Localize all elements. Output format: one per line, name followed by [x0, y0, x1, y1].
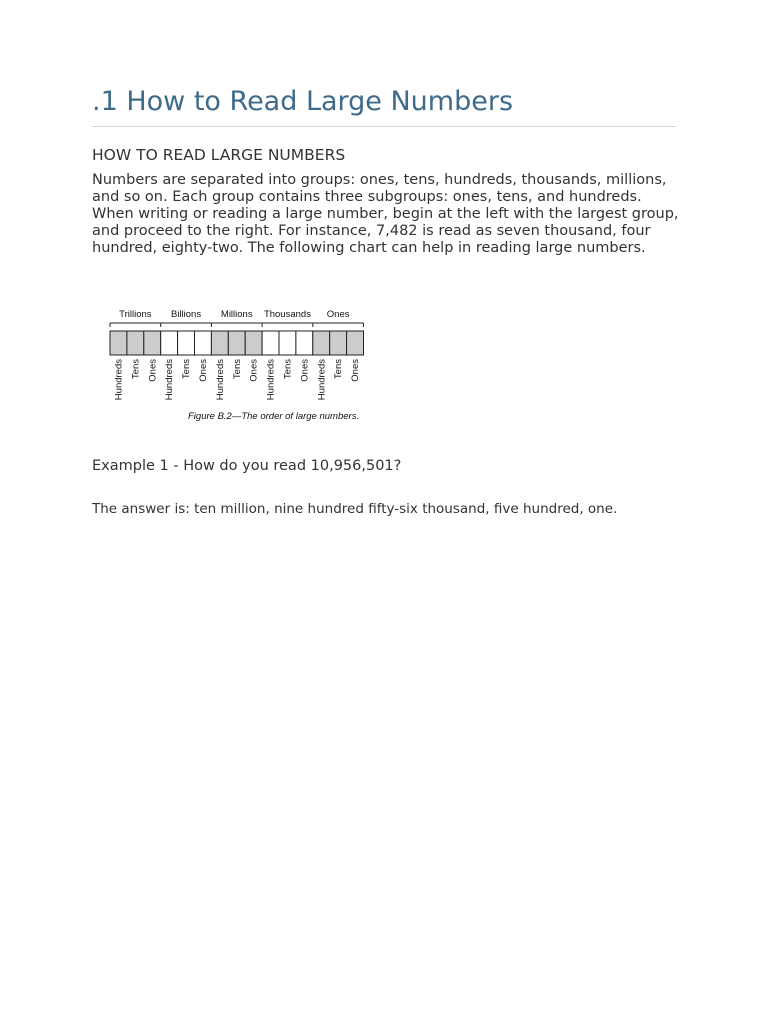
place-cell — [110, 331, 127, 355]
place-label: Tens — [130, 359, 142, 380]
intro-paragraph: Numbers are separated into groups: ones, tens, hundreds, thousands, millions, and so on. Each group contains three subgroups: ones, tens, and hundreds. When writing or reading a large number, begin at the left with the largest group, and proceed to the right. For instance, 7,482 is read as seven thousand, four hundred, eighty-two. The following chart can help in reading large numbers. — [92, 172, 679, 256]
place-cell — [245, 331, 262, 355]
place-cell — [211, 331, 228, 355]
place-label: Hundreds — [113, 359, 125, 401]
group-label: Thousands — [263, 309, 311, 320]
place-label: Hundreds — [164, 359, 176, 401]
group-label: Millions — [220, 309, 253, 320]
place-cell — [330, 331, 347, 355]
place-label: Hundreds — [265, 359, 277, 401]
place-cell — [296, 331, 313, 355]
group-label: Trillions — [119, 309, 152, 320]
section-heading: HOW TO READ LARGE NUMBERS — [92, 146, 346, 164]
place-label: Ones — [299, 359, 311, 382]
place-label: Tens — [231, 359, 243, 380]
place-label: Tens — [282, 359, 294, 380]
place-cell — [195, 331, 212, 355]
place-cell — [144, 331, 161, 355]
place-label: Tens — [181, 359, 193, 380]
place-cell — [178, 331, 195, 355]
place-label: Hundreds — [214, 359, 226, 401]
example-heading: Example 1 - How do you read 10,956,501? — [92, 458, 402, 474]
place-value-diagram — [102, 302, 392, 432]
page-title: .1 How to Read Large Numbers — [92, 86, 514, 117]
place-label: Ones — [147, 359, 159, 382]
place-label: Tens — [333, 359, 345, 380]
place-cell — [313, 331, 330, 355]
group-label: Billions — [170, 309, 202, 320]
place-cell — [279, 331, 296, 355]
figure-caption: Figure B.2—The order of large numbers. — [188, 411, 360, 422]
title-divider — [92, 126, 676, 127]
place-label: Ones — [248, 359, 260, 382]
place-cell — [161, 331, 178, 355]
place-label: Ones — [350, 359, 362, 382]
place-cell — [262, 331, 279, 355]
place-value-figure — [102, 302, 392, 432]
place-cell — [127, 331, 144, 355]
place-label: Ones — [197, 359, 209, 382]
answer-text: The answer is: ten million, nine hundred fifty-six thousand, five hundred, one. — [92, 501, 618, 517]
place-label: Hundreds — [316, 359, 328, 401]
place-cell — [347, 331, 364, 355]
group-label: Ones — [326, 309, 350, 320]
place-cell — [228, 331, 245, 355]
